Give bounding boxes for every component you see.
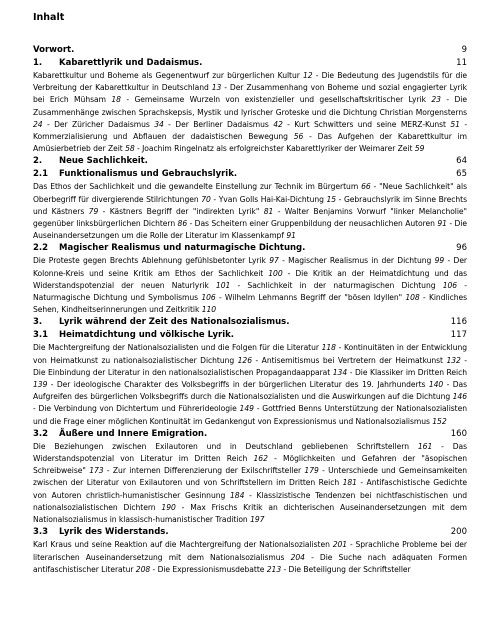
toc-entry-page: 108 (405, 293, 420, 303)
section-title-text: Lyrik des Widerstands. (59, 527, 169, 538)
section-entries (33, 342, 467, 427)
section-heading-kabarett (33, 57, 467, 70)
toc-entry-title: Die Machtergreifung der Nationalsozialisten und die Folgen für die Literatur (33, 343, 319, 353)
toc-entry-page: 139 (33, 380, 48, 390)
toc-entry: Kontinuitäten in der Entwicklung von Heimatkunst zu nationalsozialistischer Dichtung 126 - (33, 343, 467, 365)
toc-entry-page: 70 (201, 194, 211, 204)
toc-entry-page: 208 (135, 564, 151, 574)
toc-entry: "Neue Sachlichkeit" als Oberbegriff für divergierende Stilrichtungen 70 - (33, 182, 467, 204)
page-title: Inhalt (33, 12, 65, 23)
toc-entry-page: 81 (263, 206, 274, 216)
toc-entry-title: Unterschiede und Gemeinsamkeiten zwischen der Literatur von Exilautoren und von Schriftstellern im Dritten Reich (33, 466, 468, 488)
toc-entry-page: 34 (154, 119, 164, 129)
toc-entry: Der Züricher Dadaismus 34 - (54, 119, 176, 129)
toc-entry (142, 144, 424, 153)
section-title-text: Funktionalismus und Gebrauchslyrik. (59, 169, 238, 180)
toc-entry-page: 13 (211, 83, 222, 93)
toc-entry-title: Die Auseinandersetzungen um die Rolle der Literatur im Klassenkampf (33, 219, 467, 241)
toc-entry-title: Wilhelm Lehmanns Begriff der "bösen Idyllen" (224, 293, 403, 303)
toc-entry: Die Proteste gegen Brechts Ablehnung gefühlsbetonter Lyrik 97 - (33, 256, 289, 266)
section-number: 1. (33, 58, 43, 68)
toc-entry: Die Suche nach adäquaten Formen antifaschistischer Literatur 208 - (33, 552, 467, 574)
toc-entry-title: Das Aufgehen der Kabarettkultur im Amüsierbetrieb der Zeit (33, 132, 468, 154)
section-page-number: 9 (461, 45, 467, 55)
section-entries (33, 181, 467, 242)
toc-entry-page: 59 (414, 144, 425, 154)
toc-entry-page: 190 (161, 502, 176, 512)
toc-entry: Die Beziehungen zwischen Exilautoren und in Deutschland gebliebenen Schriftstellern 161 - (33, 441, 453, 451)
toc-entry-page: 24 (33, 119, 43, 129)
toc-entry-title: Sachlichkeit in der naturmagischen Dichtung (247, 280, 436, 290)
toc-entry-title: Die Bedeutung des Jugendstils für die Verbreitung der Kabarettkultur in Deutschland (33, 71, 468, 93)
toc-entry-title: Kommerzialisierung und Abflauen der dadaistischen Bewegung (33, 132, 288, 142)
toc-entry-page: 91 (286, 231, 296, 241)
toc-entry: Unterschiede und Gemeinsamkeiten zwischen der Literatur von Exilautoren und von Schriftstellern im Dritten Reich 181 - (33, 466, 468, 488)
toc-entry-title: Die Zusammenhänge zwischen Sprachskepsis, Mystik und lyrischer Groteske und die Dichtung Christian Morgensterns (33, 95, 467, 117)
toc-entry (289, 565, 411, 574)
toc-entry-page: 18 (111, 95, 121, 105)
section-title-text: Heimatdichtung und völkische Lyrik. (59, 330, 234, 341)
section-page-number: 96 (456, 243, 467, 254)
section-heading-heimat (33, 329, 467, 342)
toc-entry-title: Klassizistische Tendenzen bei nichtfaschistischen und nationalsozialistischen Dichtern (33, 490, 467, 512)
toc-entry-title: Gebrauchslyrik im Sinne Brechts und Kästners (33, 194, 467, 216)
toc-entry: Das Ethos der Sachlichkeit und die gewandelte Einstellung zur Technik im Bürgertum 66 - (33, 182, 380, 192)
table-of-contents (33, 44, 467, 576)
section-heading-sachlichkeit (33, 155, 467, 168)
toc-entry-page: 42 (273, 119, 283, 129)
section-page-number: 160 (450, 428, 467, 439)
toc-entry-page: 173 (89, 466, 104, 476)
toc-entry: Kabarettkultur und Boheme als Gegenentwurf zur bürgerlichen Kultur 12 - (33, 71, 322, 80)
toc-entry-title: Kästners Begriff der "indirekten Lyrik" (109, 206, 260, 216)
toc-entry: Möglichkeiten und Gefahren der "äsopischen Schreibweise" 173 - (33, 454, 467, 476)
toc-entry-page: 181 (342, 478, 357, 488)
section-title-text: Vorwort. (33, 45, 75, 55)
section-number: 3.1 (33, 330, 49, 341)
section-title (33, 155, 148, 168)
toc-entry-title: Das Scheitern einer Gruppenbildung der neusachlichen Autoren (194, 219, 435, 229)
toc-entry-title: Der Kolonne-Kreis und seine Kritik am Ethos der Sachlichkeit (33, 256, 468, 278)
section-heading-ns (33, 316, 467, 329)
toc-entry: Die Machtergreifung der Nationalsozialisten und die Folgen für die Literatur 118 - (33, 343, 344, 353)
toc-entry: Gemeinsame Wurzeln von existenzieller und gesellschaftskritischer Lyrik 23 - (134, 95, 455, 105)
toc-entry-page: 58 (125, 144, 135, 154)
toc-entry-page: 152 (432, 416, 447, 426)
toc-entry-page: 179 (304, 466, 319, 476)
section-page-number: 65 (456, 169, 467, 180)
toc-entry: Der Zusammenhang von Boheme und sozial engagierter Lyrik bei Erich Mühsam 18 - (33, 83, 467, 105)
section-entries (33, 539, 467, 576)
toc-entry-title: Joachim Ringelnatz als erfolgreichster Kabarettlyriker der Weimarer Zeit (142, 144, 413, 154)
toc-entry: Antisemitismus bei Vertretern der Heimatkunst 132 - (261, 355, 467, 365)
toc-entry-page: 99 (434, 256, 445, 266)
section-heading-vorwort (33, 44, 467, 57)
section-title-text: Kabarettlyrik und Dadaismus. (59, 58, 203, 68)
toc-entry: Zur internen Differenzierung der Exilschriftsteller 179 - (112, 466, 329, 476)
toc-entry: Yvan Golls Hai-Kai-Dichtung 15 - (218, 194, 344, 204)
toc-entry: Magischer Realismus in der Dichtung 99 - (288, 256, 454, 266)
toc-entry-title: Gottfried Benns Unterstützung der Nationalsozialisten und die Frage einer möglichen Kontinuität im Gedankengut von Expressionismus und Nationalsozialismus (33, 404, 467, 426)
section-title (33, 57, 202, 70)
section-heading-widerstand (33, 526, 467, 539)
toc-entry-title: Antisemitismus bei Vertretern der Heimatkunst (261, 355, 443, 365)
toc-entry: Sachlichkeit in der naturmagischen Dichtung 106 - (247, 280, 467, 290)
section-entries (33, 70, 467, 155)
toc-entry-title: Der Züricher Dadaismus (54, 119, 150, 129)
toc-entry: Kurt Schwitters und seine MERZ-Kunst 51 - (294, 119, 468, 129)
toc-entry-title: Die Klassiker im Dritten Reich (354, 367, 468, 377)
toc-entry-page: 134 (332, 367, 348, 377)
toc-entry: Die Zusammenhänge zwischen Sprachskepsis, Mystik und lyrischer Groteske und die Dichtung Christian Morgensterns 24 - (33, 95, 467, 129)
toc-entry-page: 146 (452, 392, 467, 402)
toc-entry-page: 149 (239, 404, 254, 414)
section-heading-emigration (33, 428, 467, 441)
toc-entry-title: "Neue Sachlichkeit" als Oberbegriff für divergierende Stilrichtungen (33, 182, 467, 204)
toc-entry: Die Kritik an der Heimatdichtung und das Widerstandspotenzial der neuen Naturlyrik 101 - (33, 268, 467, 290)
toc-entry-title: Magischer Realismus in der Dichtung (288, 256, 432, 266)
toc-entry: Kästners Begriff der "indirekten Lyrik" 81 - (109, 206, 285, 216)
section-heading-magischer (33, 242, 467, 255)
toc-entry-page: 97 (269, 256, 279, 266)
toc-entry-page: 101 (215, 280, 231, 290)
toc-entry-title: Kontinuitäten in der Entwicklung von Heimatkunst zu nationalsozialistischer Dichtung (33, 343, 467, 365)
section-number: 3.2 (33, 428, 49, 439)
toc-entry-title: Antifaschistische Gedichte von Autoren christlich-humanistischer Gesinnung (33, 478, 468, 500)
toc-entry-page: 100 (268, 268, 283, 278)
toc-entry-title: Karl Kraus und seine Reaktion auf die Machtergreifung der Nationalsozialisten (33, 540, 330, 550)
toc-entry-title: Die Beteiligung der Schriftsteller (288, 564, 411, 574)
toc-entry-title: Das Ethos der Sachlichkeit und die gewandelte Einstellung zur Technik im Bürgertum (33, 182, 359, 192)
section-page-number: 64 (456, 156, 467, 167)
toc-entry: Gebrauchslyrik im Sinne Brechts und Kästners 79 - (33, 194, 467, 216)
toc-entry-title: Max Frischs Kritik an dichterischen Auseinandersetzungen mit dem Nationalsozialismus in klassisch-humanistischer Tradition (33, 502, 468, 525)
toc-entry-title: Das Widerstandspotenzial von Literatur im Dritten Reich (33, 441, 468, 464)
toc-entry: Der Kolonne-Kreis und seine Kritik am Ethos der Sachlichkeit 100 - (33, 256, 468, 278)
section-title (33, 428, 207, 441)
section-entries (33, 255, 467, 316)
toc-entry-page: 15 (326, 194, 337, 204)
toc-entry-title: Der Zusammenhang von Boheme und sozial engagierter Lyrik bei Erich Mühsam (33, 83, 467, 105)
toc-entry-page: 106 (442, 280, 458, 290)
toc-entry: Wilhelm Lehmanns Begriff der "bösen Idyllen" 108 - (224, 293, 429, 303)
section-number: 2.2 (33, 243, 49, 254)
section-page-number: 11 (456, 58, 467, 68)
toc-entry: Walter Benjamins Vorwurf "linker Melancholie" gegenüber linksbürgerlichen Dichtern 86 - (33, 206, 467, 229)
toc-entry: Die Klassiker im Dritten Reich 139 - (33, 367, 468, 390)
toc-entry-page: 126 (237, 355, 252, 365)
section-heading-funktionalismus (33, 168, 467, 181)
section-title (33, 526, 169, 539)
toc-entry-title: Kurt Schwitters und seine MERZ-Kunst (294, 119, 446, 129)
toc-entry-page: 23 (431, 95, 441, 105)
toc-entry: Klassizistische Tendenzen bei nichtfaschistischen und nationalsozialistischen Dichtern 190 - (33, 490, 467, 512)
toc-entry-title: Sprachliche Probleme bei der literarischen Auseinandersetzung mit dem Nationalsozialismus (33, 540, 467, 562)
toc-entry-title: Gemeinsame Wurzeln von existenzieller und gesellschaftskritischer Lyrik (134, 95, 426, 105)
toc-entry-title: Yvan Golls Hai-Kai-Dichtung (218, 194, 324, 204)
section-page-number: 116 (450, 317, 467, 328)
section-number: 2.1 (33, 169, 49, 180)
toc-entry-page: 51 (450, 119, 460, 129)
section-title (33, 44, 74, 57)
section-title-text: Magischer Realismus und naturmagische Dichtung. (59, 243, 306, 254)
toc-entry: Das Aufgehen der Kabarettkultur im Amüsierbetrieb der Zeit 58 - (33, 132, 468, 154)
section-title (33, 168, 237, 181)
toc-entry-page: 12 (302, 71, 313, 80)
toc-entry-title: Möglichkeiten und Gefahren der "äsopischen Schreibweise" (33, 454, 467, 476)
toc-entry-page: 118 (321, 343, 336, 353)
toc-entry-page: 66 (361, 182, 371, 192)
toc-entry: Kommerzialisierung und Abflauen der dadaistischen Bewegung 56 - (33, 132, 318, 142)
toc-entry-title: Die Beziehungen zwischen Exilautoren und in Deutschland gebliebenen Schriftstellern (33, 441, 409, 451)
toc-entry-page: 201 (332, 540, 348, 550)
section-title (33, 242, 305, 255)
section-number: 3. (33, 317, 43, 328)
toc-entry-title: Zur internen Differenzierung der Exilschriftsteller (112, 466, 302, 476)
toc-entry-page: 162 (253, 454, 268, 464)
section-page-number: 117 (450, 330, 467, 341)
toc-entry-page: 161 (417, 441, 433, 451)
section-number: 3.3 (33, 527, 49, 538)
toc-entry-title: Das Aufgreifen des bürgerlichen Volksbegriffs durch die Nationalsozialisten und die Auswirkungen auf die Dichtung (33, 380, 467, 402)
section-title (33, 329, 234, 342)
toc-entry-page: 106 (201, 293, 216, 303)
toc-entry-page: 184 (230, 490, 245, 500)
toc-entry-title: Der Berliner Dadaismus (175, 119, 269, 129)
toc-entry: Der ideologische Charakter des Volksbegriffs in der bürgerlichen Literatur des 19. Jahrhunderts 140 - (56, 380, 453, 390)
toc-entry: Die Bedeutung des Jugendstils für die Verbreitung der Kabarettkultur in Deutschland 13 - (33, 71, 468, 93)
toc-entry: Naturmagische Dichtung und Symbolismus 106 - (33, 293, 225, 303)
toc-entry: Das Scheitern einer Gruppenbildung der neusachlichen Autoren 91 - (194, 219, 455, 229)
toc-entry-page: 79 (88, 206, 99, 216)
toc-entry-page: 197 (250, 515, 265, 525)
toc-entry-title: Walter Benjamins Vorwurf "linker Melancholie" gegenüber linksbürgerlichen Dichtern (33, 206, 467, 229)
toc-entry-title: Die Expressionismusdebatte (157, 564, 265, 574)
section-entries (33, 441, 467, 526)
toc-entry-page: 132 (446, 355, 461, 365)
section-number: 2. (33, 156, 43, 167)
toc-entry-title: Kindliches Sehen, Kindheitserinnerungen und Zeitkritik (33, 293, 467, 315)
toc-entry-title: Die Kritik an der Heimatdichtung und das Widerstandspotenzial der neuen Naturlyrik (33, 268, 467, 290)
toc-entry-page: 204 (290, 552, 305, 562)
section-title-text: Äußere und Innere Emigration. (59, 428, 208, 439)
toc-entry-title: Der ideologische Charakter des Volksbegriffs in der bürgerlichen Literatur des 19. Jahrhunderts (56, 380, 426, 390)
toc-entry-page: 91 (437, 219, 447, 229)
toc-entry-page: 110 (201, 305, 217, 315)
toc-entry: Die Expressionismusdebatte 213 - (157, 564, 289, 574)
toc-entry-title: Die Proteste gegen Brechts Ablehnung gefühlsbetonter Lyrik (33, 256, 266, 266)
toc-entry: Das Aufgreifen des bürgerlichen Volksbegriffs durch die Nationalsozialisten und die Auswirkungen auf die Dichtung 146 - (33, 380, 467, 414)
toc-entry: Die Verbindung von Dichtertum und Führerideologie 149 - (38, 404, 263, 414)
toc-entry: Sprachliche Probleme bei der literarischen Auseinandersetzung mit dem Nationalsozialismus 204 - (33, 540, 467, 562)
toc-entry: Die Einbindung der Literatur in den nationalsozialistischen Propagandaapparat 134 - (33, 367, 355, 377)
section-title (33, 316, 289, 329)
toc-entry: Das Widerstandspotenzial von Literatur im Dritten Reich 162 - (33, 441, 468, 464)
toc-entry-title: Die Einbindung der Literatur in den nationalsozialistischen Propagandaapparat (33, 367, 331, 377)
toc-entry-page: 213 (266, 564, 282, 574)
toc-entry-title: Kabarettkultur und Boheme als Gegenentwurf zur bürgerlichen Kultur (33, 71, 300, 80)
toc-entry-page: 140 (428, 380, 444, 390)
section-page-number: 200 (450, 527, 467, 538)
toc-entry-title: Die Verbindung von Dichtertum und Führerideologie (38, 404, 237, 414)
toc-entry-title: Die Suche nach adäquaten Formen antifaschistischer Literatur (33, 552, 467, 574)
section-title-text: Lyrik während der Zeit des Nationalsozialismus. (59, 317, 290, 328)
toc-entry: Karl Kraus und seine Reaktion auf die Machtergreifung der Nationalsozialisten 201 - (33, 540, 356, 550)
section-title-text: Neue Sachlichkeit. (59, 156, 148, 167)
toc-entry-page: 86 (177, 219, 188, 229)
toc-entry: Der Berliner Dadaismus 42 - (175, 119, 295, 129)
toc-entry-title: Naturmagische Dichtung und Symbolismus (33, 293, 199, 303)
toc-entry: Antifaschistische Gedichte von Autoren christlich-humanistischer Gesinnung 184 - (33, 478, 468, 500)
toc-entry-page: 56 (293, 132, 304, 142)
